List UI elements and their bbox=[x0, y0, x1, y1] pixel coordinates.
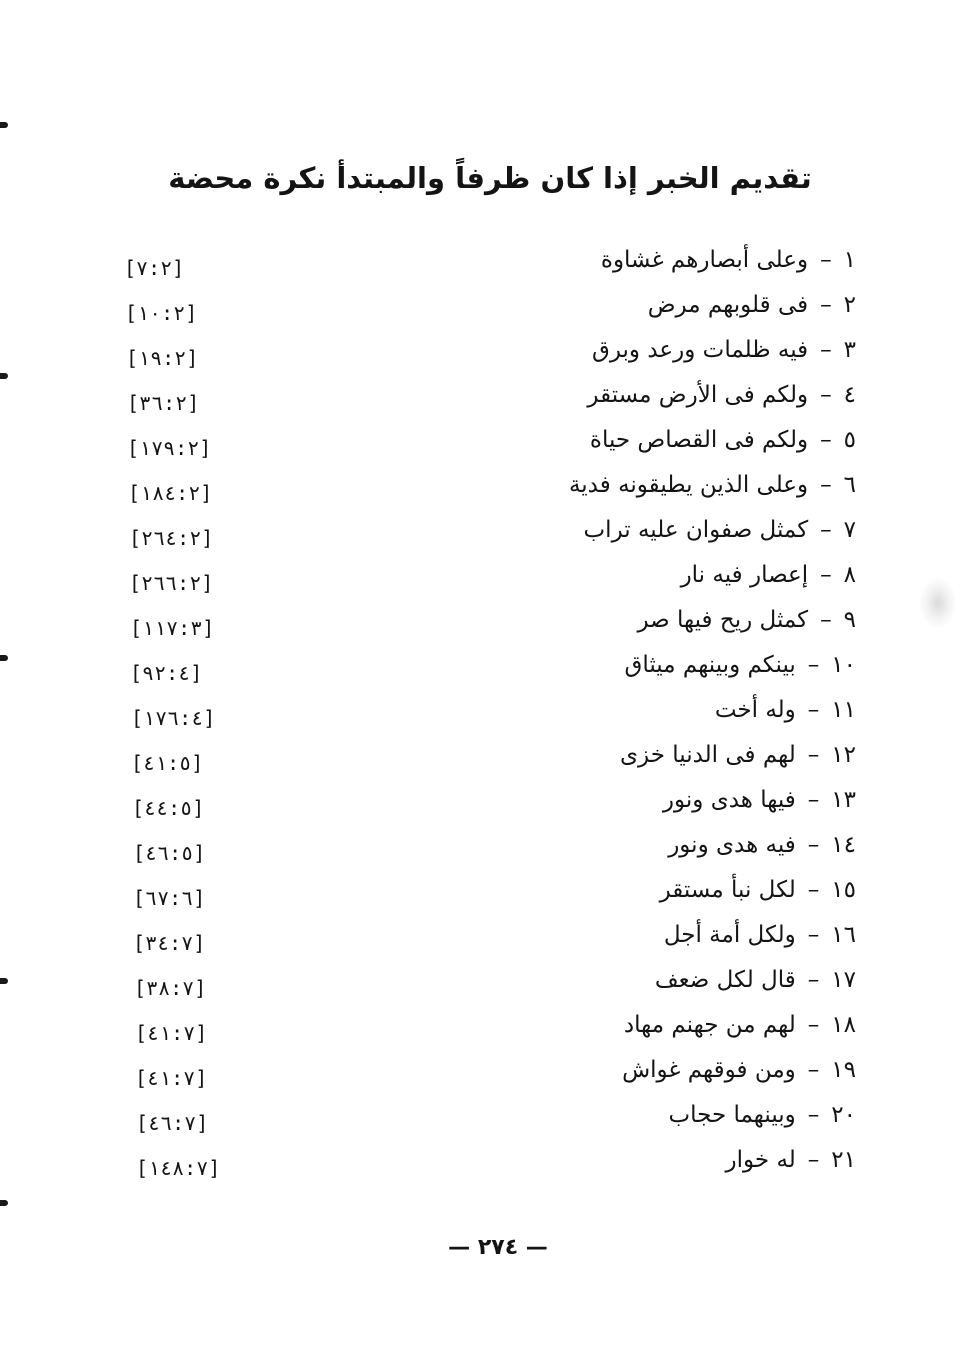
entry-dash: – bbox=[820, 427, 832, 453]
entry-dash: – bbox=[820, 517, 832, 543]
list-item bbox=[0, 328, 960, 373]
entry-reference: [١٤٨:٧] bbox=[136, 1156, 221, 1180]
entry-text: لكل نبأ مستقر bbox=[659, 877, 796, 903]
entry-dash: – bbox=[820, 562, 832, 588]
list-item bbox=[0, 913, 960, 958]
entry-text: فى قلوبهم مرض bbox=[647, 292, 809, 318]
list-item bbox=[0, 643, 960, 688]
entry-number: ١٠ bbox=[831, 652, 856, 678]
list-item bbox=[0, 553, 960, 598]
list-item bbox=[0, 238, 960, 283]
entry-number: ٢١ bbox=[831, 1147, 856, 1173]
margin-mark bbox=[0, 122, 8, 128]
entry-text: وله أخت bbox=[714, 697, 796, 723]
entry-dash: – bbox=[807, 832, 820, 858]
entry-reference: [٩٢:٤] bbox=[130, 661, 203, 685]
entry-number: ٩ bbox=[843, 607, 856, 633]
entry-reference: [٦٧:٦] bbox=[133, 886, 206, 910]
entry-number: ٦ bbox=[843, 472, 856, 498]
entry-reference: [١٧٩:٢] bbox=[127, 436, 212, 460]
list-item bbox=[0, 823, 960, 868]
entry-reference: [٤١:٧] bbox=[135, 1066, 208, 1090]
entry-dash: – bbox=[807, 1057, 820, 1083]
entry-number: ١٥ bbox=[831, 877, 856, 903]
entry-number: ٤ bbox=[843, 382, 856, 408]
entry-number: ٢٠ bbox=[831, 1102, 856, 1128]
entry-dash: – bbox=[820, 472, 832, 498]
entry-text: له خوار bbox=[725, 1147, 796, 1173]
entry-text: كمثل ريح فيها صر bbox=[637, 607, 809, 633]
entry-reference: [٤٦:٥] bbox=[133, 841, 206, 865]
entry-dash: – bbox=[807, 742, 820, 768]
entry-number: ٧ bbox=[843, 517, 856, 543]
entry-text: وعلى أبصارهم غشاوة bbox=[600, 247, 809, 273]
list-item bbox=[0, 733, 960, 778]
entry-text: ولكم فى الأرض مستقر bbox=[587, 382, 809, 408]
entry-reference: [٢٦٦:٢] bbox=[129, 571, 214, 595]
entry-number: ١١ bbox=[831, 697, 856, 723]
entry-dash: – bbox=[807, 697, 820, 723]
entry-text: ولكل أمة أجل bbox=[663, 922, 796, 948]
entry-dash: – bbox=[807, 1012, 820, 1038]
list-item bbox=[0, 373, 960, 418]
entry-number: ١٧ bbox=[831, 967, 856, 993]
entry-number: ١٣ bbox=[831, 787, 856, 813]
entry-reference: [٧:٢] bbox=[124, 256, 185, 280]
entry-text: كمثل صفوان عليه تراب bbox=[583, 517, 809, 543]
entry-dash: – bbox=[807, 1147, 820, 1173]
list-item bbox=[0, 418, 960, 463]
entry-text: قال لكل ضعف bbox=[654, 967, 796, 993]
entry-dash: – bbox=[807, 652, 820, 678]
entry-reference: [٢٦٤:٢] bbox=[129, 526, 214, 550]
entry-text: ومن فوقهم غواش bbox=[622, 1057, 796, 1083]
entry-reference: [٣٤:٧] bbox=[133, 931, 206, 955]
page-number: — ٢٧٤ — bbox=[448, 1235, 548, 1260]
entry-number: ١٢ bbox=[831, 742, 856, 768]
entry-number: ٣ bbox=[843, 337, 856, 363]
entry-text: فيه ظلمات ورعد وبرق bbox=[592, 337, 809, 363]
entry-text: لهم من جهنم مهاد bbox=[623, 1012, 796, 1038]
list-item bbox=[0, 1138, 960, 1183]
list-item bbox=[0, 1048, 960, 1093]
page-title: تقديم الخبر إذا كان ظرفاً والمبتدأ نكرة محضة bbox=[168, 161, 812, 195]
entry-dash: – bbox=[820, 247, 832, 273]
entry-dash: – bbox=[820, 607, 832, 633]
list-item bbox=[0, 598, 960, 643]
list-item bbox=[0, 283, 960, 328]
entry-number: ٨ bbox=[843, 562, 856, 588]
entry-number: ١٩ bbox=[831, 1057, 856, 1083]
entry-reference: [٣٨:٧] bbox=[134, 976, 207, 1000]
list-item bbox=[0, 508, 960, 553]
entry-reference: [٤١:٥] bbox=[131, 751, 204, 775]
list-item bbox=[0, 958, 960, 1003]
entry-text: وبينهما حجاب bbox=[668, 1102, 796, 1128]
entry-dash: – bbox=[820, 292, 832, 318]
entry-text: ولكم فى القصاص حياة bbox=[589, 427, 809, 453]
list-item bbox=[0, 868, 960, 913]
entry-number: ١٦ bbox=[831, 922, 856, 948]
entry-dash: – bbox=[820, 382, 832, 408]
entry-reference: [١٩:٢] bbox=[126, 346, 199, 370]
entry-number: ١٨ bbox=[831, 1012, 856, 1038]
entry-number: ٢ bbox=[843, 292, 856, 318]
entry-text: بينكم وبينهم ميثاق bbox=[624, 652, 796, 678]
entry-number: ٥ bbox=[843, 427, 856, 453]
entry-reference: [١٨٤:٢] bbox=[128, 481, 213, 505]
entry-reference: [٤٦:٧] bbox=[136, 1111, 209, 1135]
entry-reference: [٣٦:٢] bbox=[127, 391, 200, 415]
entry-reference: [٤٤:٥] bbox=[132, 796, 205, 820]
entry-text: وعلى الذين يطيقونه فدية bbox=[568, 472, 809, 498]
entry-dash: – bbox=[807, 922, 820, 948]
entry-dash: – bbox=[807, 877, 820, 903]
list-item bbox=[0, 778, 960, 823]
entry-reference: [٤١:٧] bbox=[135, 1021, 208, 1045]
entry-dash: – bbox=[807, 1102, 820, 1128]
entry-dash: – bbox=[820, 337, 832, 363]
entry-text: لهم فى الدنيا خزى bbox=[620, 742, 796, 768]
list-item bbox=[0, 1003, 960, 1048]
list-item bbox=[0, 463, 960, 508]
entry-number: ١ bbox=[843, 247, 856, 273]
entry-text: إعصار فيه نار bbox=[680, 562, 809, 588]
entry-list bbox=[0, 238, 960, 1183]
entry-reference: [١٠:٢] bbox=[125, 301, 198, 325]
entry-dash: – bbox=[807, 787, 820, 813]
entry-number: ١٤ bbox=[831, 832, 856, 858]
entry-text: فيه هدى ونور bbox=[668, 832, 796, 858]
list-item bbox=[0, 688, 960, 733]
entry-reference: [١١٧:٣] bbox=[130, 616, 215, 640]
list-item bbox=[0, 1093, 960, 1138]
entry-text: فيها هدى ونور bbox=[662, 787, 796, 813]
entry-dash: – bbox=[807, 967, 820, 993]
entry-reference: [١٧٦:٤] bbox=[131, 706, 216, 730]
margin-mark bbox=[0, 1200, 8, 1206]
